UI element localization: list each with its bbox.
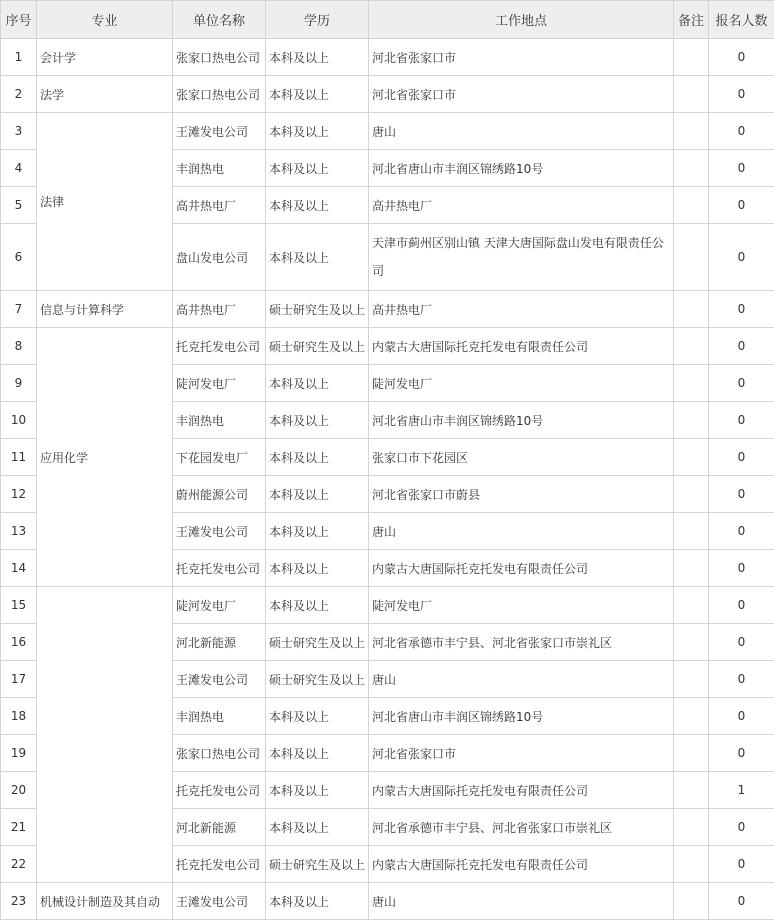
count-cell: 0 [709,550,774,587]
note-cell [674,476,709,513]
unit-cell: 盘山发电公司 [173,224,266,291]
unit-cell: 王滩发电公司 [173,113,266,150]
unit-cell: 丰润热电 [173,402,266,439]
header-location: 工作地点 [369,1,674,39]
count-cell: 0 [709,402,774,439]
header-education: 学历 [266,1,369,39]
location-cell: 河北省承德市丰宁县、河北省张家口市崇礼区 [369,624,674,661]
unit-cell: 高井热电厂 [173,291,266,328]
unit-cell: 张家口热电公司 [173,735,266,772]
location-cell: 唐山 [369,113,674,150]
row-number: 21 [1,809,37,846]
header-unit: 单位名称 [173,1,266,39]
table-row [1,76,774,113]
header-major: 专业 [37,1,173,39]
note-cell [674,187,709,224]
major-cell: 法学 [37,76,173,113]
location-cell: 张家口市下花园区 [369,439,674,476]
education-cell: 本科及以上 [266,809,369,846]
row-number: 20 [1,772,37,809]
row-number: 12 [1,476,37,513]
note-cell [674,39,709,76]
count-cell: 0 [709,224,774,291]
location-cell: 河北省张家口市 [369,39,674,76]
count-cell: 0 [709,39,774,76]
unit-cell: 托克托发电公司 [173,328,266,365]
unit-cell: 丰润热电 [173,150,266,187]
count-cell: 0 [709,846,774,883]
header-row [1,1,774,39]
note-cell [674,328,709,365]
count-cell: 0 [709,883,774,920]
table-row [1,39,774,76]
education-cell: 本科及以上 [266,698,369,735]
note-cell [674,809,709,846]
education-cell: 本科及以上 [266,224,369,291]
education-cell: 本科及以上 [266,439,369,476]
note-cell [674,698,709,735]
unit-cell: 高井热电厂 [173,187,266,224]
row-number: 1 [1,39,37,76]
table-row [1,113,774,150]
education-cell: 硕士研究生及以上 [266,291,369,328]
note-cell [674,883,709,920]
education-cell: 本科及以上 [266,402,369,439]
unit-cell: 托克托发电公司 [173,772,266,809]
education-cell: 本科及以上 [266,76,369,113]
header-note: 备注 [674,1,709,39]
table-row [1,328,774,365]
row-number: 18 [1,698,37,735]
education-cell: 本科及以上 [266,113,369,150]
location-cell: 内蒙古大唐国际托克托发电有限责任公司 [369,846,674,883]
row-number: 10 [1,402,37,439]
location-cell: 唐山 [369,513,674,550]
location-cell: 河北省张家口市 [369,76,674,113]
education-cell: 硕士研究生及以上 [266,328,369,365]
location-cell: 内蒙古大唐国际托克托发电有限责任公司 [369,328,674,365]
education-cell: 本科及以上 [266,365,369,402]
note-cell [674,624,709,661]
unit-cell: 陡河发电厂 [173,365,266,402]
count-cell: 0 [709,291,774,328]
unit-cell: 蔚州能源公司 [173,476,266,513]
education-cell: 本科及以上 [266,735,369,772]
unit-cell: 下花园发电厂 [173,439,266,476]
count-cell: 0 [709,439,774,476]
education-cell: 本科及以上 [266,772,369,809]
location-cell: 陡河发电厂 [369,365,674,402]
table-row [1,291,774,328]
location-cell: 河北省唐山市丰润区锦绣路10号 [369,402,674,439]
count-cell: 0 [709,661,774,698]
count-cell: 0 [709,187,774,224]
count-cell: 0 [709,113,774,150]
major-cell [37,587,173,883]
note-cell [674,846,709,883]
count-cell: 0 [709,735,774,772]
unit-cell: 王滩发电公司 [173,883,266,920]
location-cell: 陡河发电厂 [369,587,674,624]
unit-cell: 陡河发电厂 [173,587,266,624]
header-count: 报名人数 [709,1,774,39]
note-cell [674,150,709,187]
row-number: 7 [1,291,37,328]
location-cell: 内蒙古大唐国际托克托发电有限责任公司 [369,772,674,809]
education-cell: 本科及以上 [266,39,369,76]
location-cell: 唐山 [369,883,674,920]
location-cell: 河北省张家口市蔚县 [369,476,674,513]
row-number: 17 [1,661,37,698]
count-cell: 0 [709,587,774,624]
row-number: 14 [1,550,37,587]
note-cell [674,735,709,772]
note-cell [674,365,709,402]
unit-cell: 张家口热电公司 [173,76,266,113]
location-cell: 唐山 [369,661,674,698]
row-number: 5 [1,187,37,224]
table-row [1,587,774,624]
education-cell: 本科及以上 [266,150,369,187]
count-cell: 0 [709,513,774,550]
unit-cell: 托克托发电公司 [173,846,266,883]
count-cell: 0 [709,476,774,513]
unit-cell: 丰润热电 [173,698,266,735]
note-cell [674,76,709,113]
header-no: 序号 [1,1,37,39]
major-cell: 会计学 [37,39,173,76]
row-number: 15 [1,587,37,624]
count-cell: 0 [709,328,774,365]
note-cell [674,113,709,150]
row-number: 13 [1,513,37,550]
row-number: 11 [1,439,37,476]
note-cell [674,550,709,587]
row-number: 23 [1,883,37,920]
unit-cell: 王滩发电公司 [173,513,266,550]
count-cell: 1 [709,772,774,809]
table-row [1,883,774,920]
row-number: 8 [1,328,37,365]
education-cell: 本科及以上 [266,187,369,224]
row-number: 4 [1,150,37,187]
count-cell: 0 [709,76,774,113]
education-cell: 本科及以上 [266,550,369,587]
education-cell: 硕士研究生及以上 [266,846,369,883]
row-number: 6 [1,224,37,291]
education-cell: 本科及以上 [266,587,369,624]
location-cell: 河北省承德市丰宁县、河北省张家口市崇礼区 [369,809,674,846]
row-number: 19 [1,735,37,772]
row-number: 3 [1,113,37,150]
major-cell: 机械设计制造及其自动 [37,883,173,920]
education-cell: 本科及以上 [266,476,369,513]
note-cell [674,772,709,809]
education-cell: 硕士研究生及以上 [266,624,369,661]
count-cell: 0 [709,624,774,661]
location-cell: 天津市蓟州区别山镇 天津大唐国际盘山发电有限责任公司 [369,224,674,291]
count-cell: 0 [709,365,774,402]
unit-cell: 张家口热电公司 [173,39,266,76]
row-number: 16 [1,624,37,661]
location-cell: 河北省唐山市丰润区锦绣路10号 [369,150,674,187]
unit-cell: 托克托发电公司 [173,550,266,587]
unit-cell: 王滩发电公司 [173,661,266,698]
count-cell: 0 [709,698,774,735]
note-cell [674,224,709,291]
unit-cell: 河北新能源 [173,624,266,661]
note-cell [674,661,709,698]
note-cell [674,513,709,550]
location-cell: 内蒙古大唐国际托克托发电有限责任公司 [369,550,674,587]
count-cell: 0 [709,809,774,846]
education-cell: 硕士研究生及以上 [266,661,369,698]
location-cell: 河北省唐山市丰润区锦绣路10号 [369,698,674,735]
major-cell: 法律 [37,113,173,291]
education-cell: 本科及以上 [266,513,369,550]
note-cell [674,587,709,624]
row-number: 22 [1,846,37,883]
note-cell [674,291,709,328]
count-cell: 0 [709,150,774,187]
location-cell: 河北省张家口市 [369,735,674,772]
major-cell: 信息与计算科学 [37,291,173,328]
row-number: 9 [1,365,37,402]
education-cell: 本科及以上 [266,883,369,920]
row-number: 2 [1,76,37,113]
unit-cell: 河北新能源 [173,809,266,846]
note-cell [674,439,709,476]
location-cell: 高井热电厂 [369,291,674,328]
location-cell: 高井热电厂 [369,187,674,224]
major-cell: 应用化学 [37,328,173,587]
note-cell [674,402,709,439]
